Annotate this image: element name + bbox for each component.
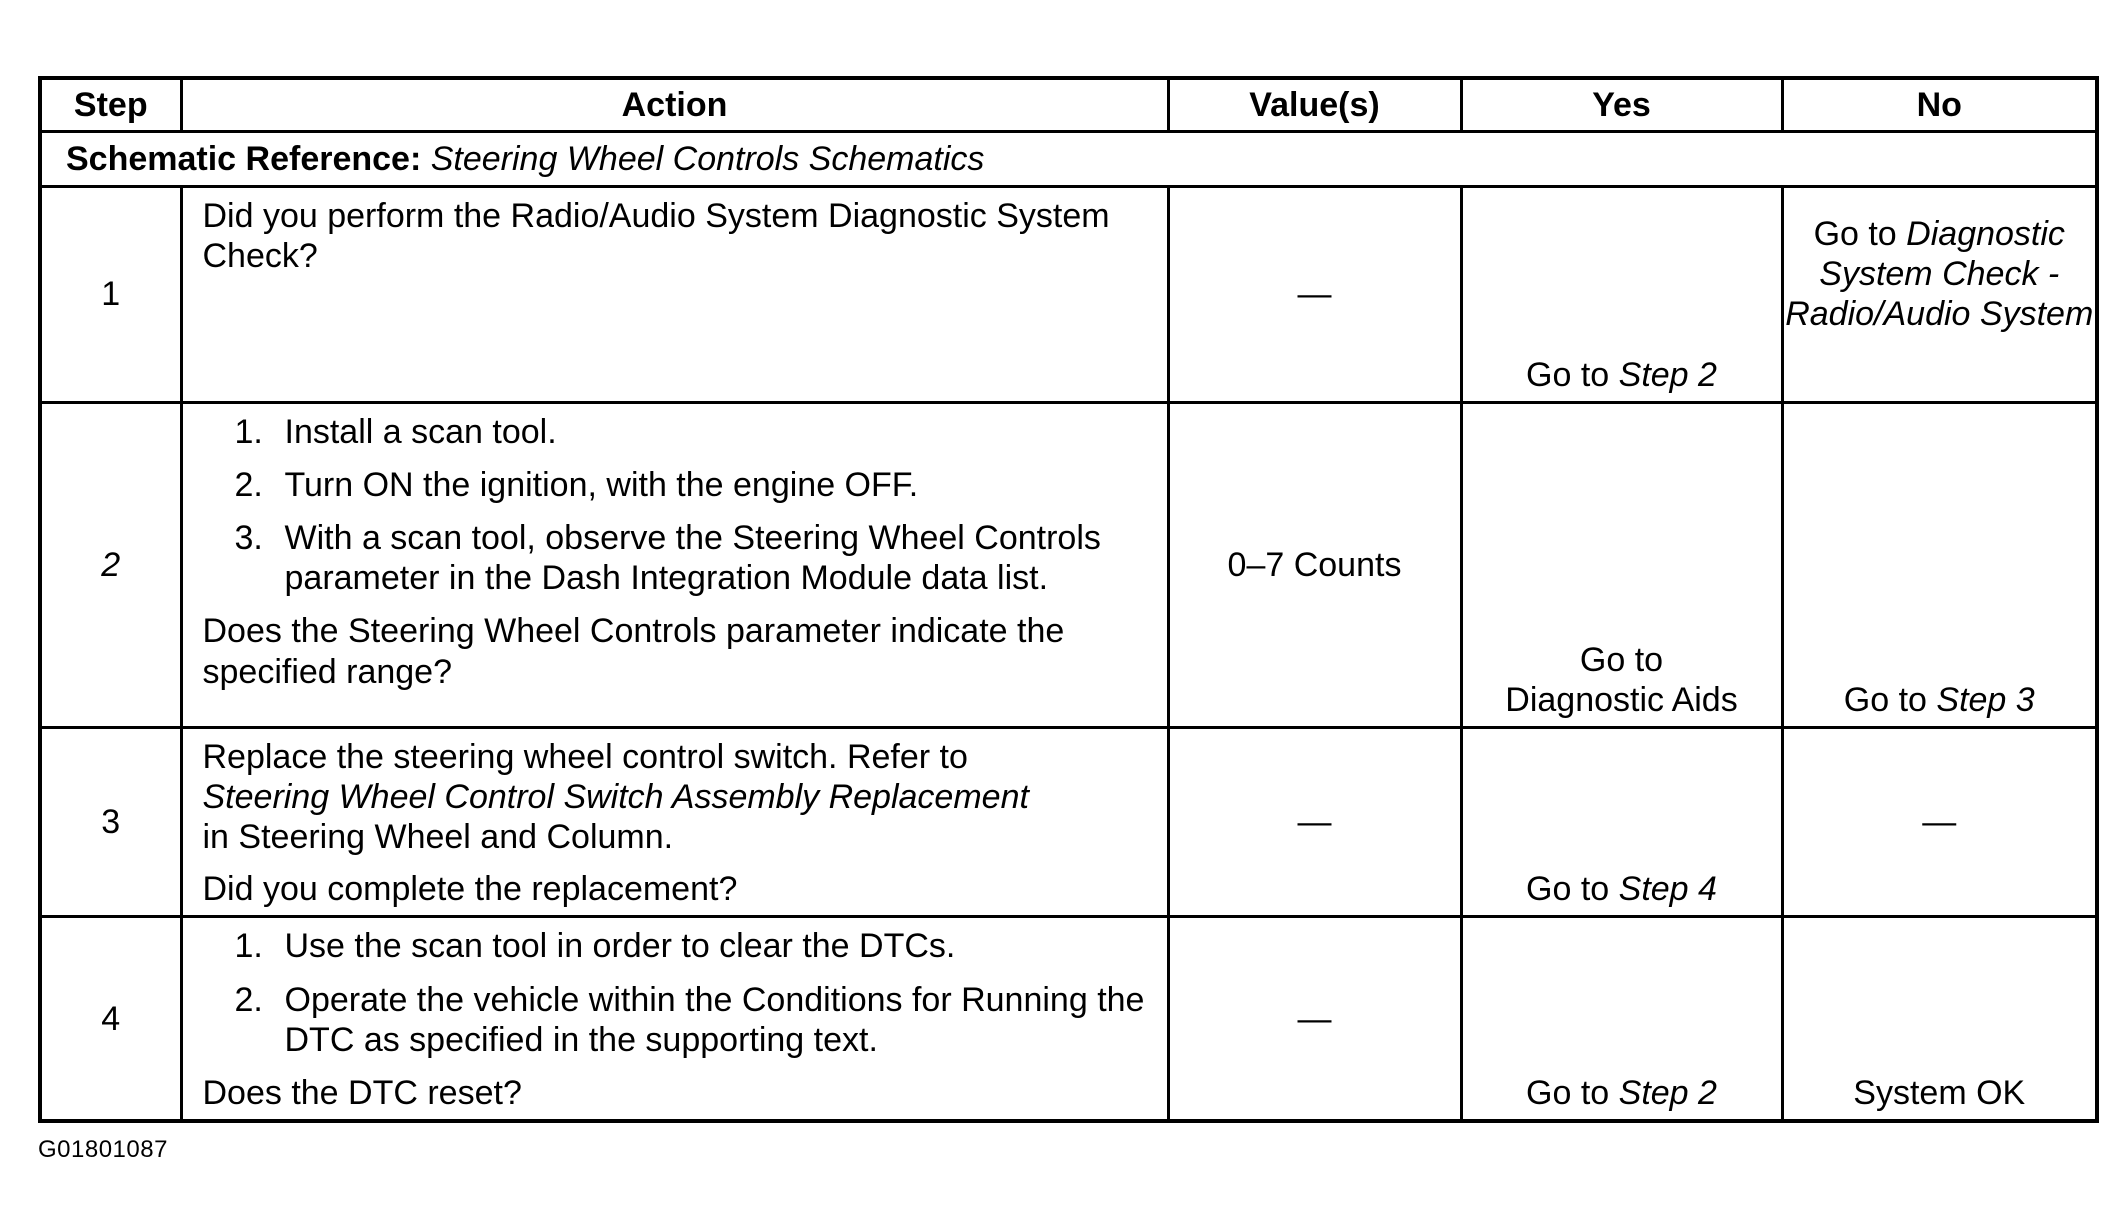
yes-cell [1461, 403, 1782, 728]
list-item-number: 3. [234, 519, 263, 558]
no-cell [1782, 917, 2097, 1121]
yes-cell [1461, 728, 1782, 917]
action-text-link[interactable]: Steering Wheel Control Switch Assembly Replacement [202, 778, 1029, 817]
step-number: 3 [40, 728, 181, 917]
list-item-number: 2. [234, 466, 263, 505]
yes-prefix: Go to [1526, 1073, 1619, 1112]
no-text: — [1922, 803, 1957, 842]
figure-id: G01801087 [38, 1136, 168, 1163]
header-action: Action [181, 78, 1168, 132]
header-step: Step [40, 78, 181, 132]
yes-cell [1461, 917, 1782, 1121]
action-cell [181, 187, 1168, 403]
table-row [40, 187, 2097, 403]
no-link[interactable]: Diagnostic System Check - Radio/Audio System [1785, 215, 2094, 334]
step-number: 2 [40, 403, 181, 728]
schematic-reference-link[interactable]: Steering Wheel Controls Schematics [430, 139, 985, 178]
action-cell [181, 728, 1168, 917]
no-text: System OK [1853, 1073, 2026, 1112]
list-item-text: Use the scan tool in order to clear the DTCs. [284, 927, 956, 966]
values-cell [1168, 917, 1461, 1121]
yes-line2[interactable]: Diagnostic Aids [1505, 680, 1738, 719]
action-question: Does the Steering Wheel Controls parameter indicate the specified range? [202, 612, 1065, 691]
values-cell [1168, 728, 1461, 917]
table-row [40, 917, 2097, 1121]
no-prefix: Go to [1843, 680, 1937, 719]
table-row [40, 728, 2097, 917]
yes-line1: Go to [1579, 640, 1664, 679]
list-item-number: 2. [234, 980, 263, 1019]
schematic-reference-label: Schematic Reference: [66, 139, 422, 178]
step-number: 1 [40, 187, 181, 403]
values-text: — [1297, 803, 1332, 842]
values-cell [1168, 187, 1461, 403]
list-item [203, 926, 1155, 966]
yes-prefix: Go to [1526, 355, 1619, 394]
table-row [40, 403, 2097, 728]
list-item [203, 465, 1155, 505]
list-item-number: 1. [234, 927, 263, 966]
step-number: 4 [40, 917, 181, 1121]
yes-prefix: Go to [1526, 870, 1619, 909]
yes-cell [1461, 187, 1782, 403]
action-list [203, 926, 1155, 1059]
list-item [203, 980, 1155, 1060]
action-question: Does the DTC reset? [202, 1073, 522, 1112]
schematic-reference [40, 132, 2097, 187]
action-question: Did you perform the Radio/Audio System Diagnostic System Check? [202, 197, 1110, 276]
list-item-number: 1. [234, 413, 263, 451]
values-text: 0–7 Counts [1227, 545, 1402, 584]
yes-link[interactable]: Step 2 [1618, 355, 1717, 394]
list-item-text: With a scan tool, observe the Steering Wheel Controls parameter in the Dash Integration Module data list. [284, 519, 1101, 598]
yes-link[interactable]: Step 2 [1618, 1073, 1717, 1112]
yes-link[interactable]: Step 4 [1618, 870, 1717, 909]
values-text: — [1297, 275, 1332, 314]
header-values: Value(s) [1168, 78, 1461, 132]
action-text-suffix: in Steering Wheel and Column. [202, 818, 674, 857]
no-cell [1782, 728, 2097, 917]
list-item-text: Install a scan tool. [284, 413, 557, 451]
values-text: — [1297, 999, 1332, 1038]
header-no: No [1782, 78, 2097, 132]
list-item [203, 412, 1155, 452]
action-cell [181, 917, 1168, 1121]
no-cell [1782, 403, 2097, 728]
list-item-text: Turn ON the ignition, with the engine OFF. [284, 466, 919, 505]
schematic-reference-row [40, 132, 2097, 187]
list-item-text: Operate the vehicle within the Conditions for Running the DTC as specified in the supporting text. [284, 980, 1145, 1059]
no-cell [1782, 187, 2097, 403]
action-text-prefix: Replace the steering wheel control switch. Refer to [202, 738, 968, 776]
values-cell [1168, 403, 1461, 728]
action-list [203, 412, 1155, 598]
action-text [203, 737, 1155, 857]
header-yes: Yes [1461, 78, 1782, 132]
action-question: Did you complete the replacement? [202, 870, 738, 909]
no-link[interactable]: Step 3 [1936, 680, 2035, 719]
diagnostic-table [38, 76, 2099, 1123]
no-prefix: Go to [1813, 215, 1907, 253]
header-row [40, 78, 2097, 132]
action-cell [181, 403, 1168, 728]
list-item [203, 518, 1155, 598]
